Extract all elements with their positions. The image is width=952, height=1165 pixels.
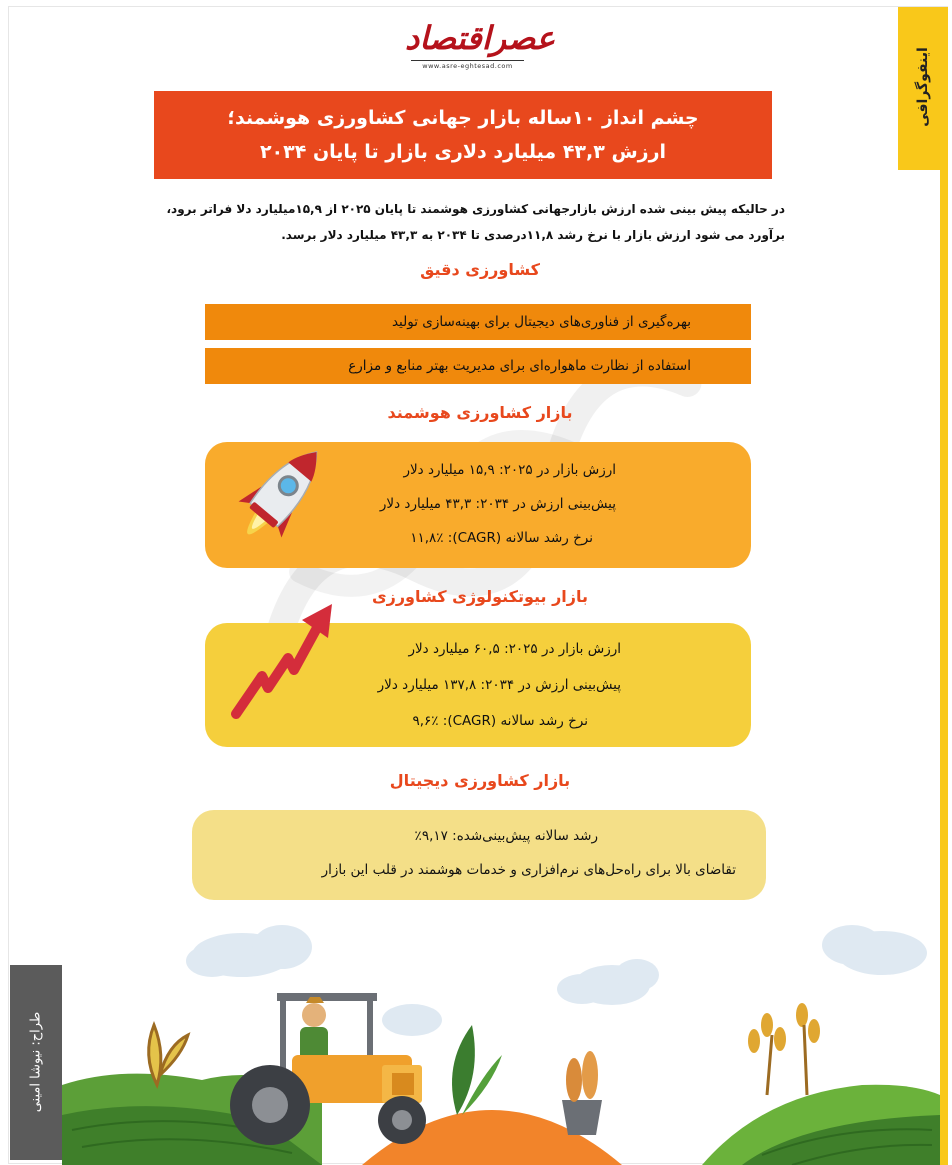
precision-farming-title: کشاورزی دقیق xyxy=(420,260,540,279)
digital-market-demand: تقاضای بالا برای راه‌حل‌های نرم‌افزاری و خدمات هوشمند در قلب این بازار xyxy=(321,862,736,878)
digital-market-title: بازار کشاورزی دیجیتال xyxy=(389,771,571,790)
biotech-market-forecast-2034: پیش‌بینی ارزش در ۲۰۳۴: ۱۳۷,۸ میلیارد دلار xyxy=(377,677,621,693)
intro-paragraph xyxy=(160,196,785,248)
biotech-market-title: بازار بیوتکنولوژی کشاورزی xyxy=(371,587,589,606)
growth-arrow-icon xyxy=(222,600,342,730)
logo-divider xyxy=(411,60,524,61)
smart-market-forecast-2034: پیش‌بینی ارزش در ۲۰۳۴: ۴۳,۳ میلیارد دلار xyxy=(379,496,616,512)
biotech-market-cagr: نرخ رشد سالانه (CAGR): ۹,۶٪ xyxy=(412,713,588,729)
smart-market-title: بازار کشاورزی هوشمند xyxy=(387,403,573,422)
headline-line-1: چشم انداز ۱۰ساله بازار جهانی کشاورزی هوشمند؛ xyxy=(227,107,699,129)
farmer-tractor-illustration xyxy=(62,915,940,1165)
precision-item: بهره‌گیری از فناوری‌های دیجیتال برای بهینه‌سازی تولید xyxy=(205,304,751,340)
logo-text: عصراقتصاد xyxy=(405,19,556,57)
precision-item: استفاده از نظارت ماهواره‌ای برای مدیریت بهتر منابع و مزارع xyxy=(205,348,751,384)
headline-box xyxy=(154,91,772,179)
designer-credit: طراح: نیوشا امینی xyxy=(28,1011,44,1113)
smart-market-cagr: نرخ رشد سالانه (CAGR): ۱۱,۸٪ xyxy=(410,530,593,546)
headline-line-2: ارزش ۴۳,۳ میلیارد دلاری بازار تا پایان ۲۰۳۴ xyxy=(259,141,667,163)
designer-credit-box xyxy=(10,965,62,1160)
biotech-market-value-2025: ارزش بازار در ۲۰۲۵: ۶۰,۵ میلیارد دلار xyxy=(408,641,621,657)
infographic-tab-label: اینفوگرافی xyxy=(915,47,931,127)
rocket-icon xyxy=(208,428,348,568)
smart-market-value-2025: ارزش بازار در ۲۰۲۵: ۱۵,۹ میلیارد دلار xyxy=(403,462,616,478)
logo-url: www.asre-eghtesad.com xyxy=(422,62,513,70)
intro-line-2: برآورد می شود ارزش بازار با نرخ رشد ۱۱,۸درصدی تا ۲۰۳۴ به ۴۳,۳ میلیارد دلار برسد. xyxy=(281,228,785,242)
infographic-tab xyxy=(898,7,948,170)
digital-market-growth: رشد سالانه پیش‌بینی‌شده: ۹,۱۷٪ xyxy=(414,828,598,844)
digital-market-card xyxy=(192,810,766,900)
site-logo[interactable] xyxy=(405,18,556,74)
side-strip xyxy=(940,170,948,1165)
intro-line-1: در حالیکه پیش بینی شده ارزش بازارجهانی کشاورزی هوشمند تا پایان ۲۰۲۵ از ۱۵,۹میلیارد دلا فراتر برود، xyxy=(166,202,785,216)
